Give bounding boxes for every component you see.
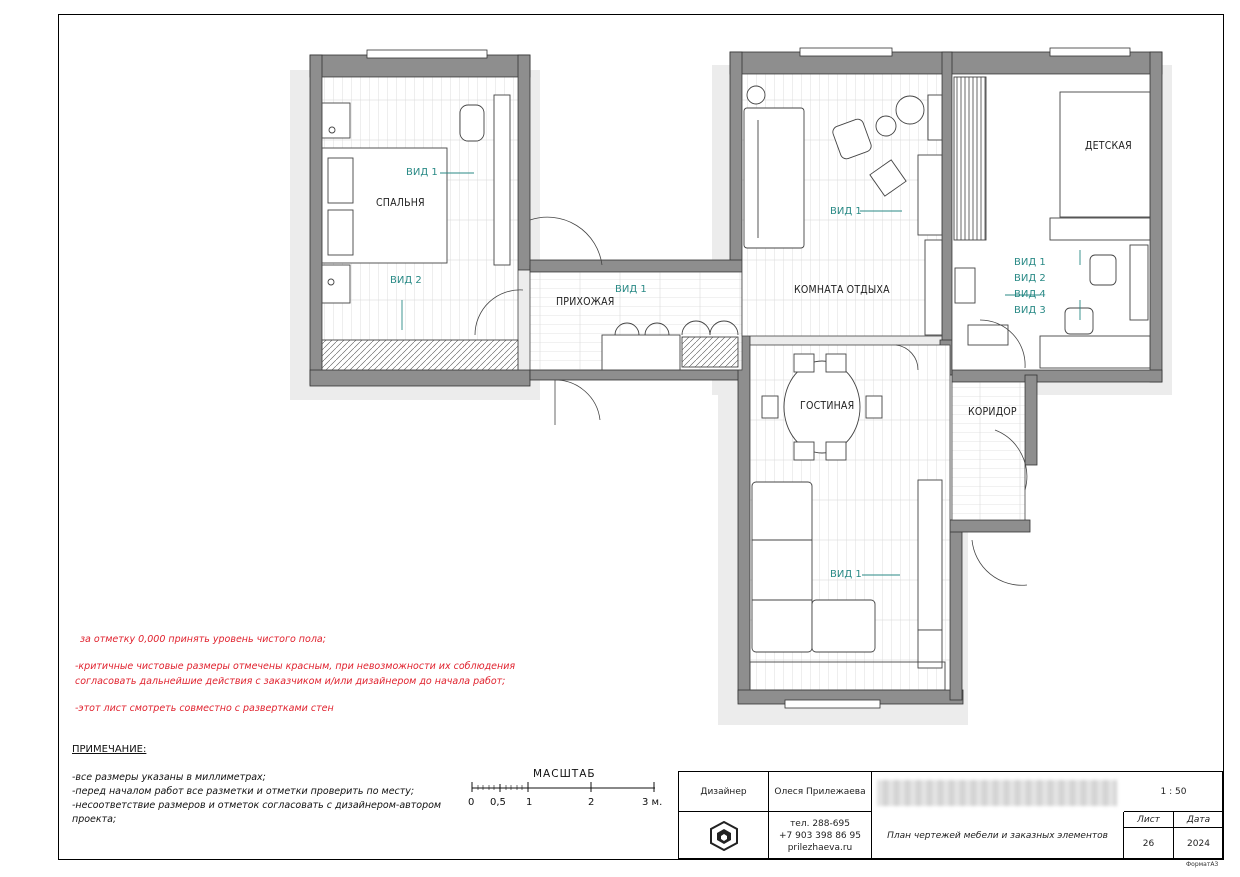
stamp-sheet-number: 26 [1124,828,1174,859]
format-label: ФорматА3 [1186,861,1219,868]
note-line-3: -несоответствие размеров и отметок согласовать с дизайнером-автором [72,800,442,811]
stamp-designer-name: Олеся Прилежаева [769,772,872,812]
room-label-corridor: КОРИДОР [968,406,1017,418]
view-label-kids-4: ВИД 4 [1014,289,1046,300]
stamp-sheet-label: Лист [1124,812,1174,828]
scale-tick-2: 2 [588,797,595,808]
view-label-hallway-1: ВИД 1 [615,284,647,295]
red-note-3: согласовать дальнейшие действия с заказчиком и/или дизайнером до начала работ; [75,676,506,687]
stamp-phone-2: +7 903 398 86 95 [779,830,861,841]
view-label-kids-3: ВИД 3 [1014,305,1046,316]
room-label-lounge: КОМНАТА ОТДЫХА [794,284,890,296]
room-label-kids: ДЕТСКАЯ [1085,140,1132,152]
logo-icon [710,821,738,851]
stamp-redacted-project [877,780,1117,806]
stamp-logo-cell [679,812,769,859]
stamp-site: prilezhaeva.ru [787,842,853,853]
scale-tick-0: 0 [468,797,475,808]
red-note-1: за отметку 0,000 принять уровень чистого пола; [80,634,326,645]
view-label-bedroom-1: ВИД 1 [406,167,438,178]
view-label-bedroom-2: ВИД 2 [390,275,422,286]
notes-title: ПРИМЕЧАНИЕ: [72,744,147,755]
stamp-scale-value: 1 : 50 [1124,772,1223,812]
view-label-kids-1: ВИД 1 [1014,257,1046,268]
room-label-living: ГОСТИНАЯ [800,400,855,412]
scale-tick-0-5: 0,5 [490,797,506,808]
stamp-phone-1: тел. 288-695 [790,818,850,829]
room-label-hallway: ПРИХОЖАЯ [556,296,615,308]
stamp-sheet-title: План чертежей мебели и заказных элементов [872,812,1124,859]
view-label-lounge-1: ВИД 1 [830,206,862,217]
scale-bar [470,778,670,798]
red-note-2: -критичные чистовые размеры отмечены красным, при невозможности их соблюдения [75,661,516,672]
note-line-4: проекта; [72,814,117,825]
scale-tick-3: 3 м. [642,797,663,808]
stamp-year: 2024 [1187,838,1210,849]
stamp-contacts [769,812,872,859]
note-line-1: -все размеры указаны в миллиметрах; [72,772,266,783]
stamp-date-label: Дата [1174,812,1223,828]
title-block [678,771,1223,859]
room-label-bedroom: СПАЛЬНЯ [376,197,425,209]
scale-tick-1: 1 [526,797,533,808]
scale-title: МАСШТАБ [533,768,596,780]
stamp-designer-label: Дизайнер [679,772,769,812]
view-label-living-1: ВИД 1 [830,569,862,580]
view-label-kids-2: ВИД 2 [1014,273,1046,284]
note-line-2: -перед началом работ все разметки и отметки проверить по месту; [72,786,415,797]
red-note-4: -этот лист смотреть совместно с развертками стен [75,703,334,714]
